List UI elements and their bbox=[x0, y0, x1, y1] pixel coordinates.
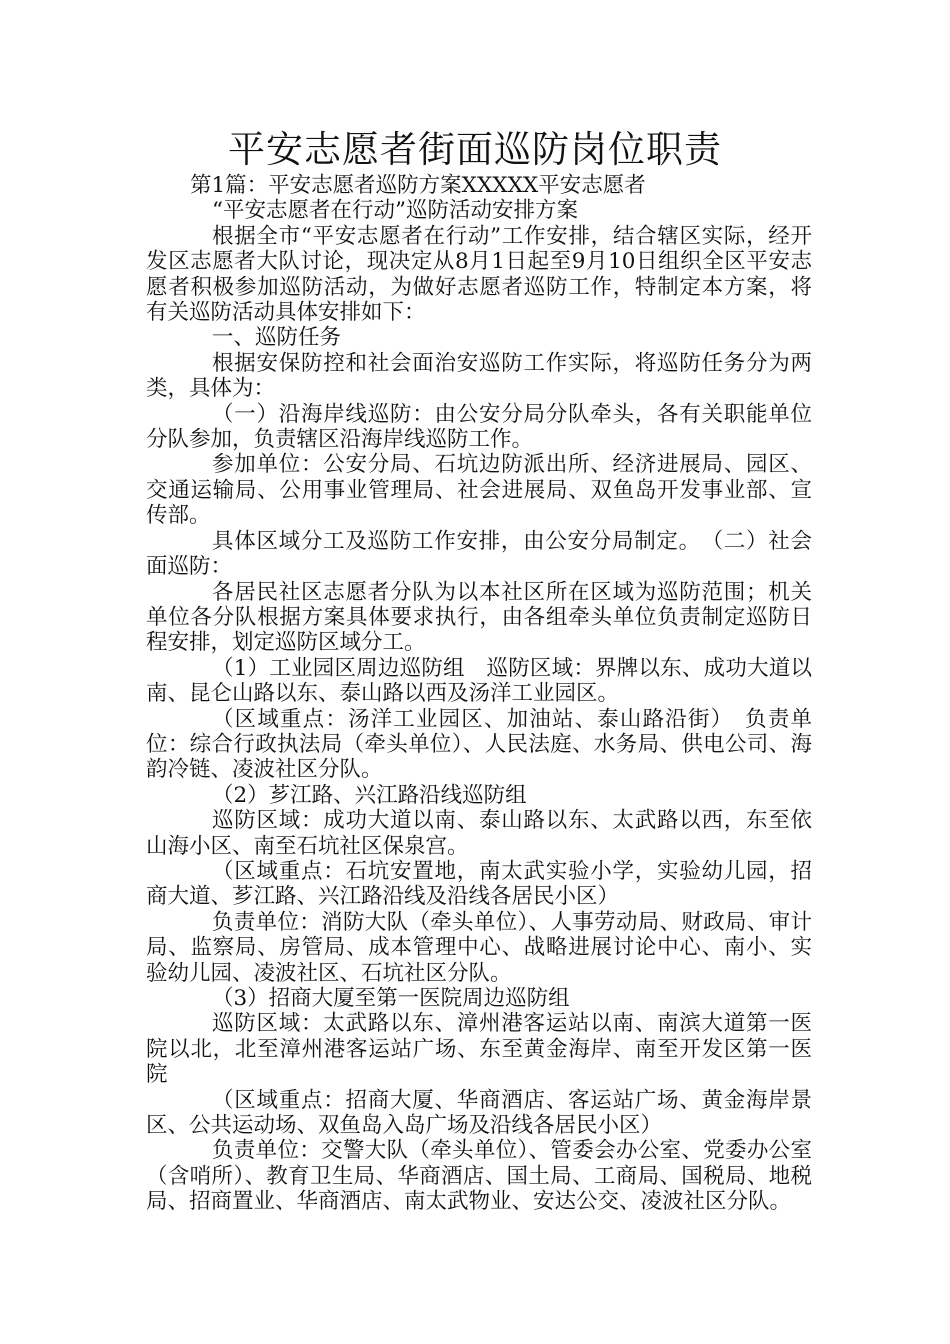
paragraph: （一）沿海岸线巡防：由公安分局分队牵头，各有关职能单位分队参加，负责辖区沿海岸线巡防工作。 bbox=[146, 401, 812, 453]
paragraph: 负责单位：交警大队（牵头单位）、管委会办公室、党委办公室（含哨所）、教育卫生局、华商酒店、国土局、工商局、国税局、地税局、招商置业、华商酒店、南太武物业、安达公交、凌波社区分队。 bbox=[146, 1138, 812, 1215]
paragraph: （区域重点：石坑安置地，南太武实验小学，实验幼儿园，招商大道、芗江路、兴江路沿线及沿线各居民小区） bbox=[146, 858, 812, 910]
paragraph: 具体区域分工及巡防工作安排，由公安分局制定。 （二）社会面巡防： bbox=[146, 528, 812, 580]
document-title: 平安志愿者街面巡防岗位职责 bbox=[228, 128, 722, 171]
paragraph: （2）芗江路、兴江路沿线巡防组 bbox=[212, 782, 527, 808]
paragraph: （1）工业园区周边巡防组 巡防区域：界牌以东、成功大道以南、昆仑山路以东、泰山路以西及汤洋工业园区。 bbox=[146, 655, 812, 707]
paragraph: 各居民社区志愿者分队为以本社区所在区域为巡防范围；机关单位各分队根据方案具体要求执行，由各组牵头单位负责制定巡防日程安排，划定巡防区域分工。 bbox=[146, 579, 812, 656]
paragraph: 巡防区域：成功大道以南、泰山路以东、太武路以西，东至依山海小区、南至石坑社区保泉宫。 bbox=[146, 808, 812, 859]
paragraph: 根据全市“平安志愿者在行动”工作安排，结合辖区实际，经开发区志愿者大队讨论，现决定从8月1日起至9月10日组织全区平安志愿者积极参加巡防活动，为做好志愿者巡防工作，特制定本方案，将有关巡防活动具体安排如下： bbox=[146, 223, 812, 326]
paragraph: 一、巡防任务 bbox=[212, 325, 342, 351]
paragraph: （区域重点：汤洋工业园区、加油站、泰山路沿街） 负责单位：综合行政执法局（牵头单位）、人民法庭、水务局、供电公司、海韵冷链、凌波社区分队。 bbox=[146, 706, 812, 783]
paragraph: 巡防区域：太武路以东、漳州港客运站以南、南滨大道第一医院以北，北至漳州港客运站广场、东至黄金海岸、南至开发区第一医院 bbox=[146, 1011, 812, 1088]
paragraph: 负责单位：消防大队（牵头单位）、人事劳动局、财政局、审计局、监察局、房管局、成本管理中心、战略进展讨论中心、南小、实验幼儿园、凌波社区、石坑社区分队。 bbox=[146, 909, 812, 986]
paragraph: 第1篇：平安志愿者巡防方案XXXXX平安志愿者 bbox=[190, 173, 646, 198]
paragraph: 根据安保防控和社会面治安巡防工作实际，将巡防任务分为两类，具体为： bbox=[146, 350, 812, 402]
paragraph: 参加单位：公安分局、石坑边防派出所、经济进展局、园区、交通运输局、公用事业管理局、社会进展局、双鱼岛开发事业部、宣传部。 bbox=[146, 452, 812, 529]
paragraph: “平安志愿者在行动”巡防活动安排方案 bbox=[212, 198, 578, 224]
paragraph: （3）招商大厦至第一医院周边巡防组 bbox=[212, 986, 570, 1011]
paragraph: （区域重点：招商大厦、华商酒店、客运站广场、黄金海岸景区、公共运动场、双鱼岛入岛广场及沿线各居民小区） bbox=[146, 1087, 812, 1139]
document-body bbox=[146, 173, 812, 1215]
